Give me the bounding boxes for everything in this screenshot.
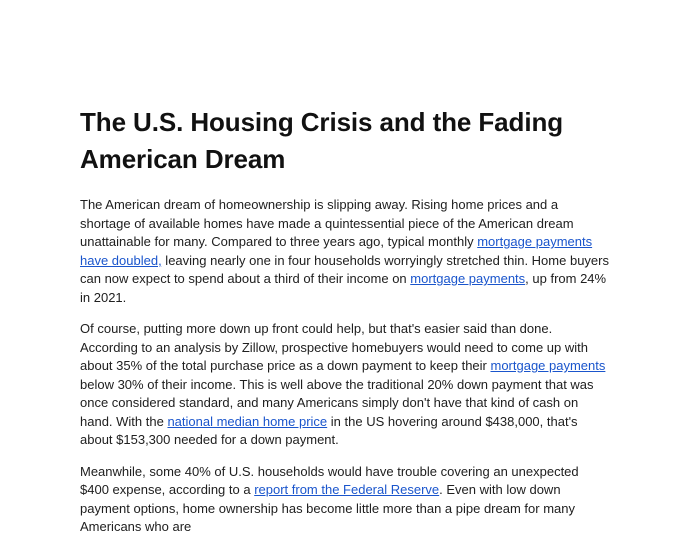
paragraph-2-text-1: Of course, putting more down up front could help, but that's easier said than done. According to an analysis by Zillow, prospective homebuyers would need to come up with about 35% of the total purchase price as a down payment to keep their bbox=[80, 321, 588, 373]
paragraph-2-text-3: in the US hovering around $438,000, that's about $153,300 needed for a down payment. bbox=[80, 413, 578, 447]
paragraph-2-text-2: below 30% of their income. This is well above the traditional 20% down payment that was once considered standard, and many Americans simply don't have that kind of cash on hand. With the bbox=[80, 376, 594, 429]
paragraph-1-text-2: leaving nearly one in four households worryingly stretched thin. Home buyers can now expect to spend about a third of their income on bbox=[80, 252, 609, 286]
paragraph-1-text-3: , up from 24% in 2021. bbox=[80, 271, 607, 305]
mortgage-payments-link[interactable]: mortgage payments bbox=[410, 271, 526, 286]
paragraph-3 bbox=[80, 463, 610, 537]
paragraph-2 bbox=[80, 320, 610, 450]
article-title: The U.S. Housing Crisis and the Fading American Dream bbox=[80, 107, 564, 174]
mortgage-payments-doubled-link[interactable]: mortgage payments have doubled, bbox=[80, 234, 593, 268]
national-median-home-price-link[interactable]: national median home price bbox=[167, 413, 328, 429]
document-page bbox=[80, 104, 610, 550]
mortgage-payments-link-2[interactable]: mortgage payments bbox=[490, 358, 606, 373]
federal-reserve-report-link[interactable]: report from the Federal Reserve bbox=[254, 482, 440, 497]
paragraph-1-text-1: The American dream of homeownership is slipping away. Rising home prices and a shortage of available homes have made a quintessential piece of the American dream unattainable for many. Compared to three years ago, typical monthly bbox=[80, 197, 574, 249]
paragraph-3-text-1: Meanwhile, some 40% of U.S. households would have trouble covering an unexpected $400 expense, according to a bbox=[80, 463, 579, 497]
paragraph-3-text-2: . Even with low down payment options, home ownership has become little more than a pipe dream for many Americans who are bbox=[80, 482, 575, 534]
paragraph-1 bbox=[80, 196, 610, 307]
